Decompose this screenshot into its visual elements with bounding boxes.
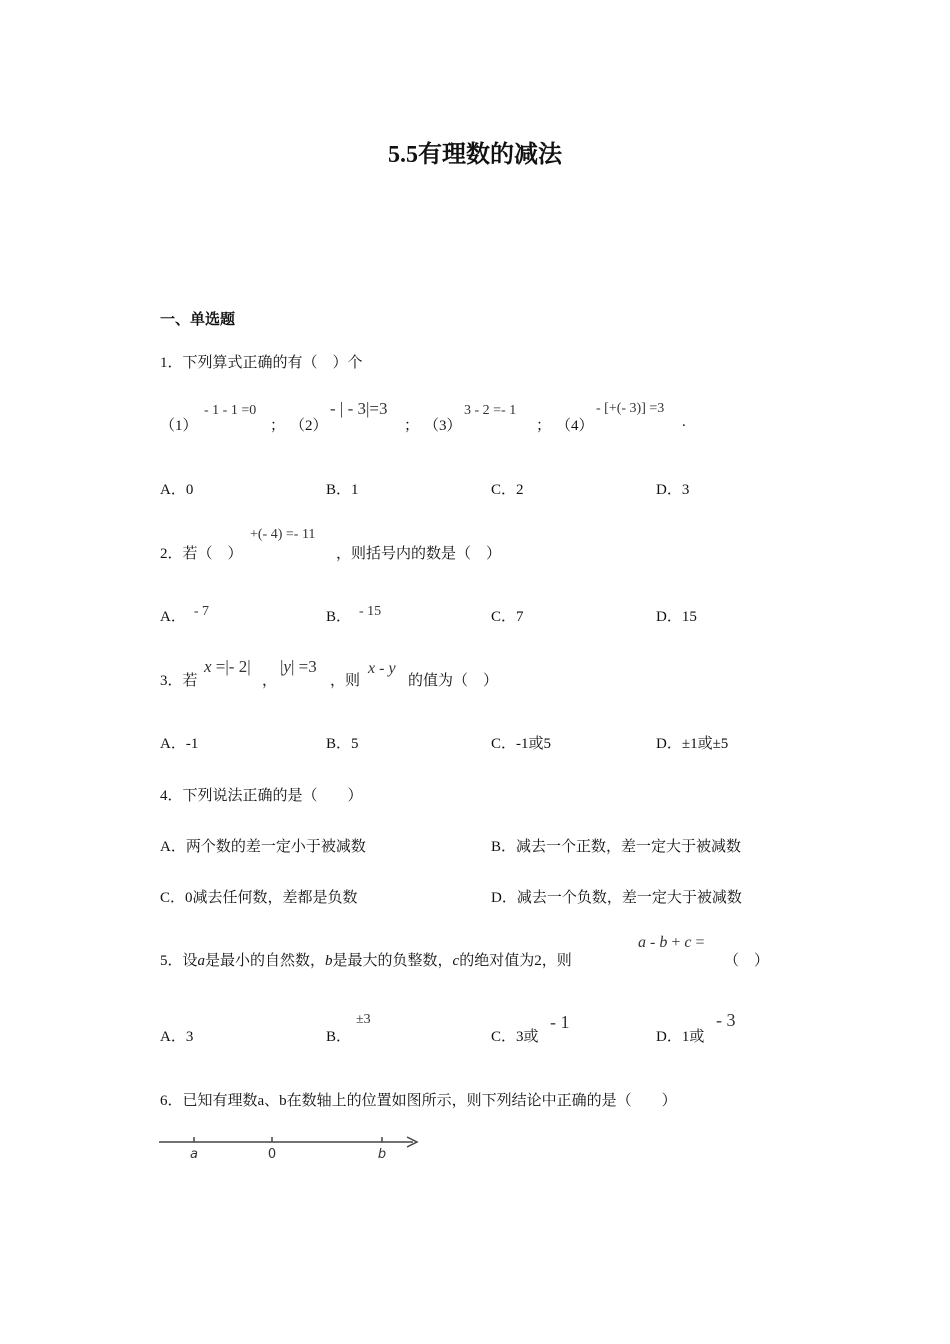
- q3-option-a[interactable]: [160, 732, 198, 753]
- q2-option-c[interactable]: [491, 605, 524, 626]
- option-label: A．: [160, 1029, 186, 1045]
- option-value: - 15: [359, 604, 382, 619]
- option-label: B．: [326, 1029, 352, 1045]
- option-value: 3或: [516, 1029, 539, 1045]
- option-label: B．: [326, 609, 352, 625]
- q5-text-4: 的绝对值为2，则: [459, 953, 572, 969]
- option-label: B．: [326, 736, 352, 752]
- label-a: a: [190, 1147, 198, 1162]
- option-label: D．: [656, 482, 682, 498]
- q5-var-b: b: [325, 953, 333, 969]
- option-label: A．: [160, 609, 186, 625]
- question-6-stem: 6．已知有理数a、b在数轴上的位置如图所示，则下列结论中正确的是（ ）: [160, 1093, 677, 1109]
- q3-option-c[interactable]: [491, 732, 551, 753]
- q5-option-c-math: - 1: [550, 1012, 570, 1032]
- option-label: D．: [656, 1029, 682, 1045]
- option-value: - 7: [193, 604, 210, 619]
- option-label: D．: [491, 890, 517, 906]
- q5-expr: a - b + c =: [638, 934, 705, 951]
- q4-option-c[interactable]: [160, 886, 358, 907]
- q3-expr-2: |y| =3: [280, 657, 317, 676]
- q3-prefix: 3．若: [160, 673, 198, 689]
- q1-item-4-expr: - [+(- 3)] =3: [596, 401, 665, 416]
- q3-option-b[interactable]: [326, 732, 359, 753]
- q5-text-1: 5．设: [160, 953, 198, 969]
- option-value: 0: [185, 482, 194, 498]
- q1-item-4-sep: .: [682, 414, 686, 430]
- option-value: 2: [516, 482, 524, 498]
- q1-item-2-expr: - | - 3|=3: [330, 399, 388, 418]
- q1-item-3-sep: ；: [536, 418, 552, 434]
- option-value: 减去一个正数，差一定大于被减数: [516, 839, 742, 855]
- option-value: -1: [185, 736, 199, 752]
- option-label: A．: [160, 482, 186, 498]
- option-label: C．: [491, 736, 517, 752]
- q3-mid: ，则: [330, 673, 361, 689]
- option-label: C．: [491, 1029, 517, 1045]
- section-heading: 一、单选题: [160, 312, 236, 328]
- option-label: C．: [160, 890, 186, 906]
- option-value: -1或5: [516, 736, 552, 752]
- option-label: B．: [326, 482, 352, 498]
- q1-item-1-expr: - 1 - 1 =0: [204, 403, 257, 418]
- q2-suffix: ，则括号内的数是（ ）: [336, 546, 502, 562]
- option-label: C．: [491, 482, 517, 498]
- option-value: 5: [351, 736, 359, 752]
- q1-option-a[interactable]: [160, 478, 193, 499]
- q1-option-c[interactable]: [491, 478, 524, 499]
- q1-item-4-label: （4）: [556, 418, 594, 434]
- question-1-stem: 1．下列算式正确的有（ ）个: [160, 355, 363, 371]
- option-value: 减去一个负数，差一定大于被减数: [516, 890, 742, 906]
- q1-item-3-expr: 3 - 2 =- 1: [464, 403, 517, 418]
- q3-comma: ，: [262, 673, 278, 689]
- option-value: 7: [516, 609, 524, 625]
- option-value: 3: [185, 1029, 194, 1045]
- option-label: C．: [491, 609, 517, 625]
- q1-item-2-sep: ；: [404, 418, 420, 434]
- q5-var-c: c: [452, 953, 460, 969]
- option-label: D．: [656, 736, 682, 752]
- q2-option-b[interactable]: [326, 605, 381, 626]
- option-label: A．: [160, 839, 186, 855]
- q5-option-b-math: ±3: [356, 1012, 371, 1027]
- q1-option-b[interactable]: [326, 478, 359, 499]
- question-5-stem: [160, 949, 572, 970]
- q5-text-2: 是最小的自然数，: [205, 953, 326, 969]
- page-title: 5.5有理数的减法: [388, 142, 562, 168]
- label-b: b: [377, 1147, 387, 1162]
- q2-prefix: 2．若（ ）: [160, 546, 243, 562]
- option-value: 15: [681, 609, 697, 625]
- q4-option-a[interactable]: [160, 835, 366, 856]
- q1-item-1-label: （1）: [160, 418, 198, 434]
- q3-expr-1: x =|- 2|: [204, 657, 251, 676]
- q3-option-d[interactable]: [656, 732, 728, 753]
- option-label: D．: [656, 609, 682, 625]
- q2-expr: +(- 4) =- 11: [250, 527, 316, 542]
- option-value: 3: [681, 482, 690, 498]
- option-value: ±1或±5: [681, 736, 729, 752]
- q2-option-a[interactable]: [160, 605, 209, 626]
- q4-option-d[interactable]: [491, 886, 742, 907]
- q5-option-d-math: - 3: [716, 1010, 736, 1030]
- q1-item-1-sep: ；: [270, 418, 286, 434]
- q3-expr-3: x - y: [368, 660, 396, 677]
- option-value: 1或: [681, 1029, 705, 1045]
- q1-option-d[interactable]: [656, 478, 689, 499]
- option-label: A．: [160, 736, 186, 752]
- number-line-figure: [155, 1130, 430, 1166]
- q5-option-a[interactable]: [160, 1025, 193, 1046]
- option-value: 两个数的差一定小于被减数: [185, 839, 366, 855]
- q3-suffix: 的值为（ ）: [408, 673, 499, 689]
- q5-var-a: a: [197, 953, 206, 969]
- q5-option-b[interactable]: [326, 1025, 351, 1046]
- label-zero: 0: [267, 1147, 277, 1162]
- option-value: 1: [351, 482, 359, 498]
- q5-option-c[interactable]: [491, 1025, 539, 1046]
- option-label: B．: [491, 839, 517, 855]
- q1-item-2-label: （2）: [290, 418, 328, 434]
- q5-tail: （ ）: [724, 953, 770, 969]
- q5-option-d[interactable]: [656, 1025, 704, 1046]
- option-value: 0减去任何数，差都是负数: [185, 890, 358, 906]
- question-4-stem: 4．下列说法正确的是（ ）: [160, 788, 363, 804]
- q4-option-b[interactable]: [491, 835, 741, 856]
- q1-item-3-label: （3）: [424, 418, 462, 434]
- q5-text-3: 是最大的负整数，: [332, 953, 453, 969]
- q2-option-d[interactable]: [656, 605, 697, 626]
